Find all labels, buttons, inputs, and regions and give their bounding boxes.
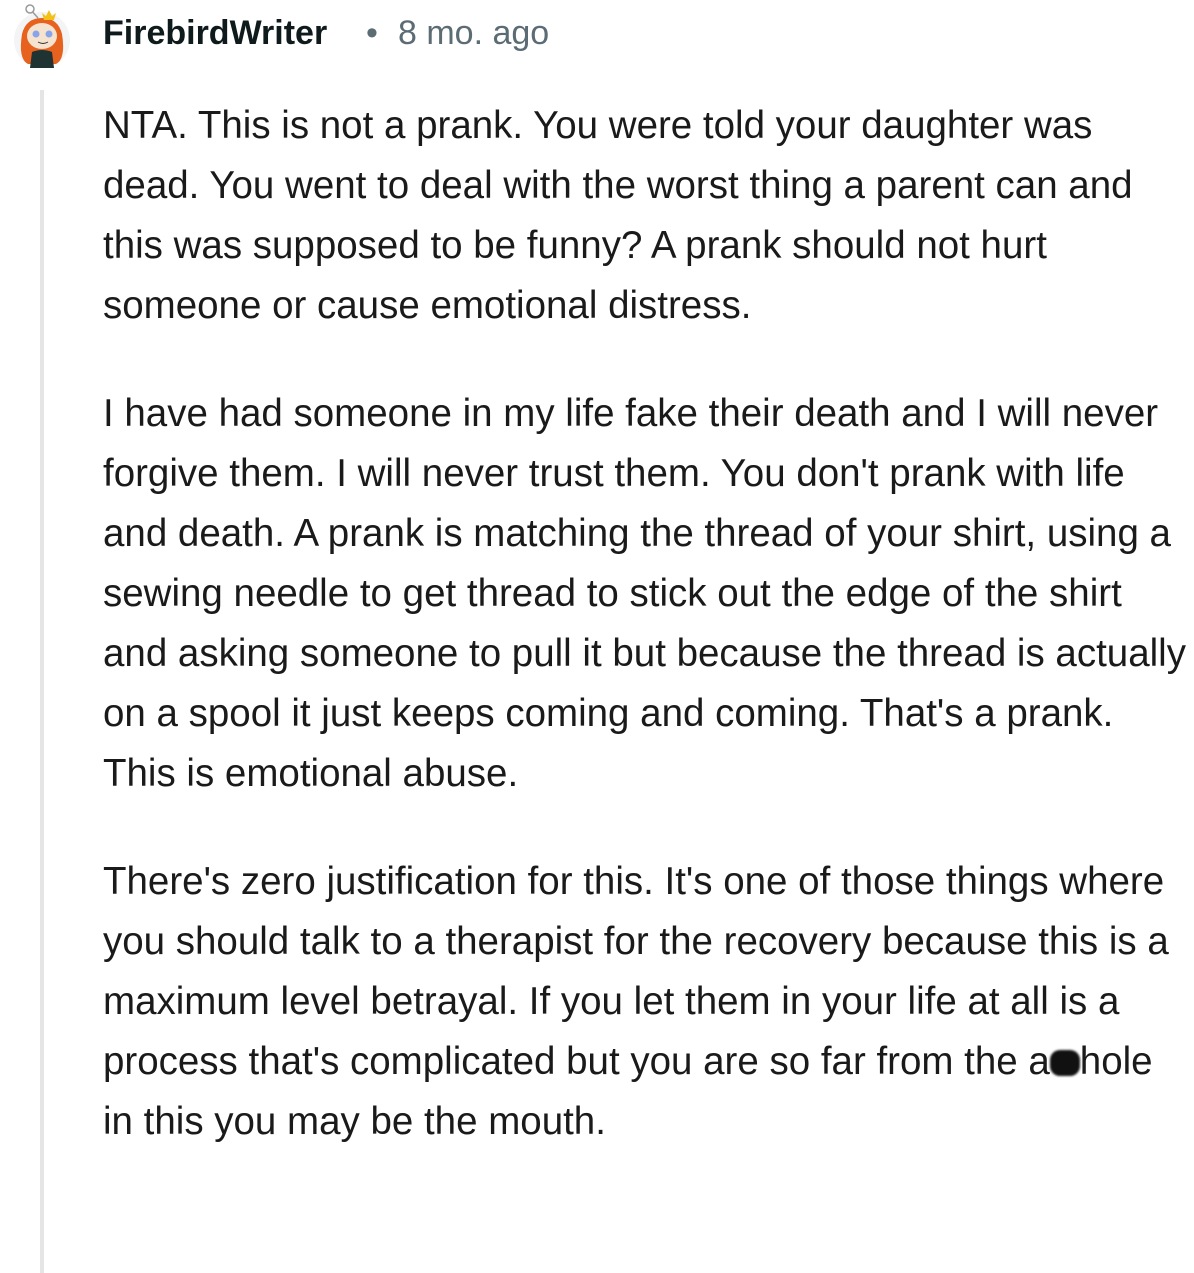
paragraph-text: There's zero justification for this. It's one of those things where you should talk to a therapist for the recovery because this is a maximum level betrayal. If you let them in your life at all is a process that's complicated but you are so far from the a [103,860,1169,1083]
comment-body [103,96,1188,1200]
separator-dot: • [366,14,378,52]
comment-paragraph: I have had someone in my life fake their death and I will never forgive them. I will never trust them. You don't prank with life and death. A prank is matching the thread of your shirt, using a sewing needle to get thread to stick out the edge of the shirt and asking someone to pull it but because the thread is actually on a spool it just keeps coming and coming. That's a prank. This is emotional abuse. [103,392,1186,795]
paragraph-text: hole in this you may be the mouth. [103,1040,1153,1143]
redaction-mark [1050,1050,1080,1076]
comment-paragraph: NTA. This is not a prank. You were told your daughter was dead. You went to deal with the worst thing a parent can and this was supposed to be funny? A prank should not hurt someone or cause emotional distress. [103,104,1133,327]
comment-paragraph [103,852,1188,1152]
avatar[interactable] [8,4,74,70]
comment-header [0,0,1194,70]
timestamp: 8 mo. ago [398,14,550,52]
author-username[interactable]: FirebirdWriter [103,14,328,52]
thread-line[interactable] [40,90,44,1273]
snoo-avatar-icon [8,4,74,70]
